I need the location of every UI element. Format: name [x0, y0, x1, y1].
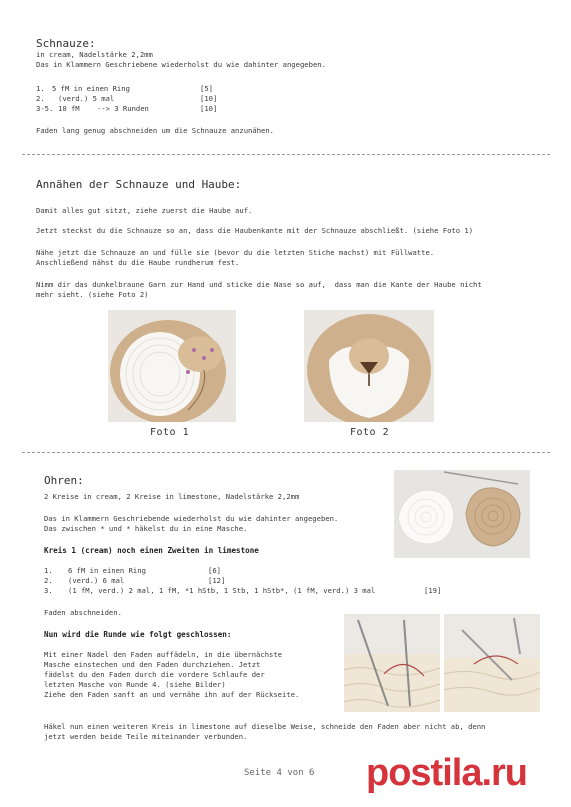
- amigurumi-nose-photo: [304, 310, 434, 422]
- photo-1-caption: Foto 1: [150, 427, 190, 438]
- amigurumi-snout-photo: [108, 310, 236, 422]
- row-number: 3-5.: [36, 104, 54, 113]
- ohren-yarn-line: 2 Kreise in cream, 2 Kreise in limestone, Nadelstärke 2,2mm: [44, 492, 300, 501]
- photo-2: [304, 310, 434, 422]
- ohren-instruction-line: Das zwischen * und * häkelst du in eine Masche.: [44, 524, 248, 533]
- row-count: [19]: [424, 586, 442, 595]
- row-text: (verd.) 6 mal: [68, 576, 125, 585]
- ohren-subtitle: Kreis 1 (cream) noch einen Zweiten in limestone: [44, 546, 259, 555]
- row-count: [10]: [200, 104, 218, 113]
- schnauze-note: Faden lang genug abschneiden um die Schnauze anzunähen.: [36, 126, 274, 135]
- row-number: 2.: [44, 576, 53, 585]
- annaehen-paragraph: Nähe jetzt die Schnauze an und fülle sie (bevor du die letzten Stiche machst) mit Füllwatte.: [36, 248, 435, 257]
- photo-1: [108, 310, 236, 422]
- ohren-instruction-line: Das in Klammern Geschriebende wiederholst du wie dahinter angegeben.: [44, 514, 339, 523]
- needle-loop-photo: [444, 614, 540, 712]
- row-number: 1.: [36, 84, 45, 93]
- ohren-cut-note: Faden abschneiden.: [44, 608, 122, 617]
- section-divider: [22, 154, 550, 155]
- ohren-title: Ohren:: [44, 474, 84, 487]
- schnauze-rows: [36, 84, 236, 114]
- photo-2-caption: Foto 2: [350, 427, 390, 438]
- ohren-final-paragraph: Häkel nun einen weiteren Kreis in limestone auf dieselbe Weise, schneide den Faden aber nicht ab, denn: [44, 722, 486, 731]
- annaehen-paragraph: Damit alles gut sitzt, ziehe zuerst die Haube auf.: [36, 206, 253, 215]
- row-count: [10]: [200, 94, 218, 103]
- row-number: 1.: [44, 566, 53, 575]
- needle-photo-1: [344, 614, 440, 712]
- ohren-paragraph: fädelst du den Faden durch die vordere Schlaufe der: [44, 670, 265, 679]
- row-count: [6]: [208, 566, 221, 575]
- ohren-subtitle-closing: Nun wird die Runde wie folgt geschlossen:: [44, 630, 232, 639]
- ears-photo: [394, 470, 530, 558]
- schnauze-yarn-line: in cream, Nadelstärke 2,2mm: [36, 50, 153, 59]
- needle-photo-2: [444, 614, 540, 712]
- ohren-paragraph: Masche einstechen und den Faden durchziehen. Jetzt: [44, 660, 261, 669]
- section-divider: [22, 452, 550, 453]
- row-text: 5 fM in einen Ring: [52, 84, 130, 93]
- row-count: [12]: [208, 576, 226, 585]
- row-text: (verd.) 5 mal: [58, 94, 115, 103]
- crochet-circles-photo: [394, 470, 530, 558]
- ohren-rows: [44, 566, 464, 598]
- row-text: 10 fM --> 3 Runden: [58, 104, 149, 113]
- brand-watermark: [366, 752, 527, 795]
- ohren-paragraph: Ziehe den Faden sanft an und vernähe ihn auf der Rückseite.: [44, 690, 300, 699]
- brand-logo-text: postila.ru: [366, 752, 528, 794]
- annaehen-paragraph: Jetzt steckst du die Schnauze so an, dass die Haubenkante mit der Schnauze abschließt. (siehe Foto 1): [36, 226, 474, 235]
- schnauze-title: Schnauze:: [36, 37, 96, 50]
- ohren-paragraph: letzten Masche von Runde 4. (siehe Bilder): [44, 680, 226, 689]
- row-number: 3.: [44, 586, 53, 595]
- page-number: Seite 4 von 6: [244, 768, 315, 778]
- ohren-paragraph: Mit einer Nadel den Faden auffädeln, in die übernächste: [44, 650, 282, 659]
- annaehen-title: Annähen der Schnauze und Haube:: [36, 178, 242, 191]
- annaehen-paragraph: Anschließend nähst du die Haube rundherum fest.: [36, 258, 240, 267]
- row-text: 6 fM in einen Ring: [68, 566, 146, 575]
- annaehen-paragraph: mehr sieht. (siehe Foto 2): [36, 290, 149, 299]
- row-text: (1 fM, verd.) 2 mal, 1 fM, *1 hStb, 1 Stb, 1 hStb*, (1 fM, verd.) 3 mal: [68, 586, 376, 595]
- row-count: [5]: [200, 84, 213, 93]
- needle-stitch-photo: [344, 614, 440, 712]
- ohren-final-paragraph: jetzt werden beide Teile miteinander verbunden.: [44, 732, 248, 741]
- schnauze-instruction-line: Das in Klammern Geschriebene wiederholst du wie dahinter angegeben.: [36, 60, 326, 69]
- annaehen-paragraph: Nimm dir das dunkelbraune Garn zur Hand und sticke die Nase so auf, dass man die Kante der Haube nicht: [36, 280, 482, 289]
- row-number: 2.: [36, 94, 45, 103]
